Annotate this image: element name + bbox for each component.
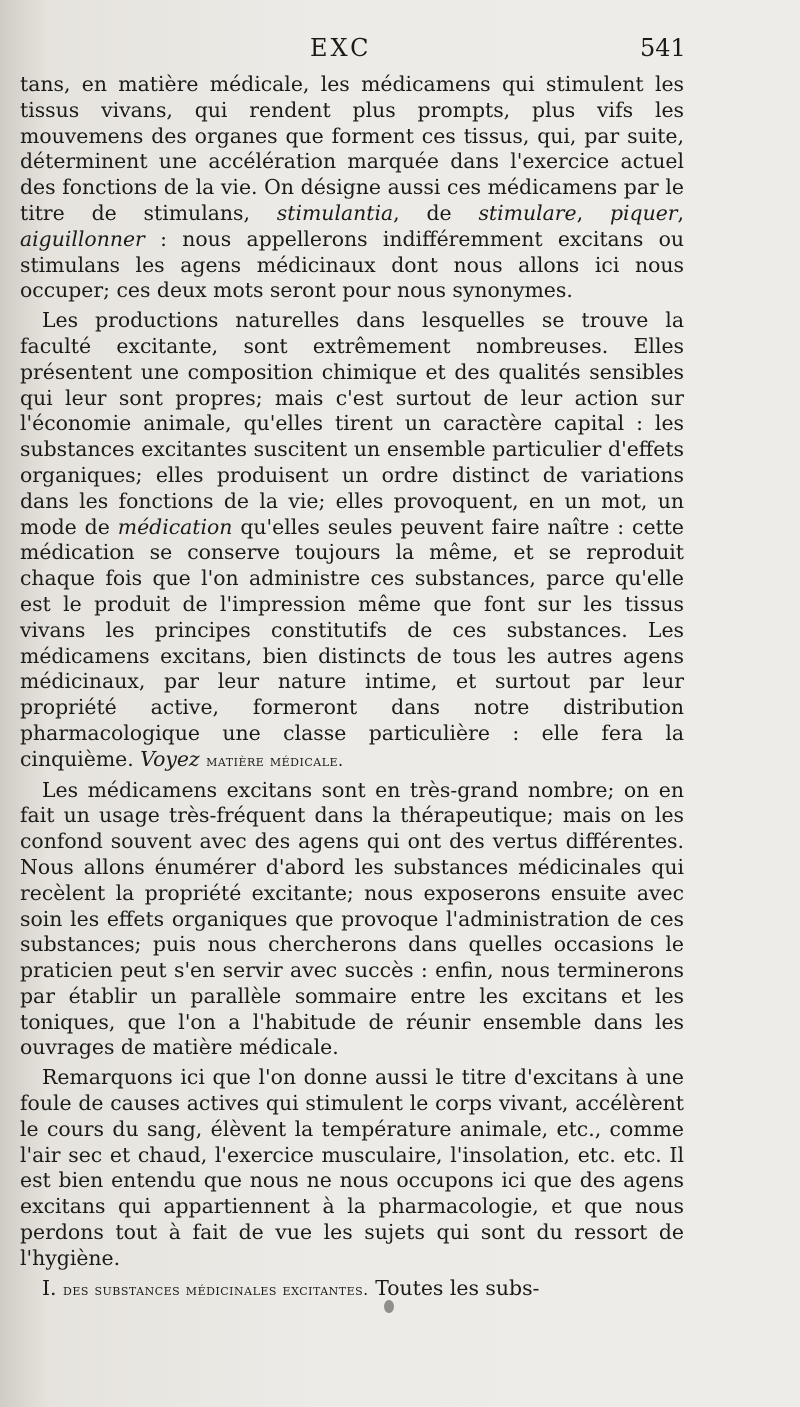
body-text — [20, 72, 684, 1302]
cross-reference: matière médicale. — [206, 750, 344, 770]
section-heading-paragraph: I. des substances médicinales excitantes. Toutes les subs- — [42, 1275, 540, 1300]
ink-smudge — [384, 1300, 394, 1313]
paragraph-4: Remarquons ici que l'on donne aussi le titre d'excitans à une foule de causes actives qui stimulent le corps vivant, accélèrent le cours du sang, élèvent la température animale, etc., comme l'air sec et chaud, l'exercice musculaire, l'insolation, etc. etc. Il est bien entendu que nous ne nous occupons ici que des agens excitans qui appartiennent à la pharmacologie, et que nous perdons tout à fait de vue les sujets qui sont du ressort de l'hygiène. — [20, 1065, 684, 1270]
paragraph-1: tans, en matière médicale, les médicamens qui stimulent les tissus vivans, qui rendent plus prompts, plus vifs les mouvemens des organes que forment ces tissus, qui, par suite, déterminent une accélération marquée dans l'exercice actuel des fonctions de la vie. On désigne aussi ces médicamens par le titre de stimulans, stimulantia, de stimulare, piquer, aiguillonner : nous appellerons indifféremment excitans ou stimulans les agens médicinaux dont nous allons ici nous occuper; ces deux mots seront pour nous synonymes. — [20, 72, 684, 303]
page-number: 541 — [640, 34, 686, 62]
paragraph-3: Les médicamens excitans sont en très-grand nombre; on en fait un usage très-fréquent dans la thérapeutique; mais on les confond souvent avec des agens qui ont des vertus différentes. Nous allons énumérer d'abord les substances médicinales qui recèlent la propriété excitante; nous exposerons ensuite avec soin les effets organiques que provoque l'administration de ces substances; puis nous chercherons dans quelles occasions le praticien peut s'en servir avec succès : enfin, nous terminerons par établir un parallèle sommaire entre les excitans et les toniques, que l'on a l'habitude de réunir ensemble dans les ouvrages de matière médicale. — [20, 777, 684, 1060]
paragraph-2: Les productions naturelles dans lesquelles se trouve la faculté excitante, sont extrêmement nombreuses. Elles présentent une composition chimique et des qualités sensibles qui leur sont propres; mais c'est surtout de leur action sur l'économie animale, qu'elles tirent un caractère capital : les substances excitantes suscitent un ensemble particulier d'effets organiques; elles produisent un ordre distinct de variations dans les fonctions de la vie; elles provoquent, en un mot, un mode de médication qu'elles seules peuvent faire naître : cette médication se conserve toujours la même, et se reproduit chaque fois que l'on administre ces substances, parce qu'elle est le produit de l'impression même que font sur les tissus vivans les principes constitutifs de ces substances. Les médicamens excitans, bien distincts de tous les autres agens médicinaux, par leur nature intime, et surtout par leur propriété active, formeront dans notre distribution pharmacologique une classe particulière : elle fera la cinquième. Voyez matière médicale. — [20, 308, 684, 771]
page-header — [0, 32, 800, 66]
running-head: EXC — [310, 34, 372, 62]
section-heading: des substances médicinales excitantes. — [63, 1279, 369, 1299]
